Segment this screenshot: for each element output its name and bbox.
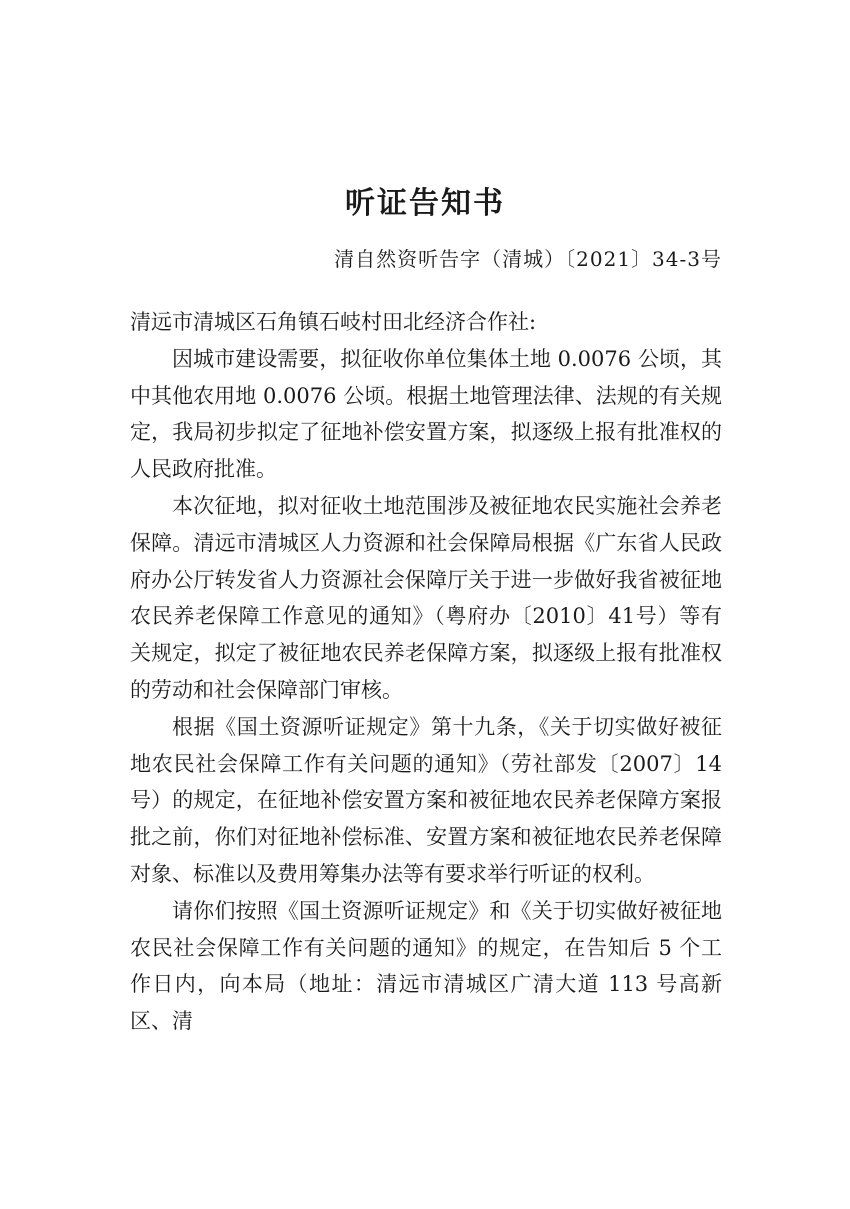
paragraph-3: 根据《国土资源听证规定》第十九条，《关于切实做好被征地农民社会保障工作有关问题的通知》（劳社部发〔2007〕14号）的规定，在征地补偿安置方案和被征地农民养老保障方案报批之前，你们对征地补偿标准、安置方案和被征地农民养老保障对象、标准以及费用筹集办法等有要求举行听证的权利。: [130, 714, 722, 886]
document-body: [130, 304, 722, 1040]
paragraph-2: 本次征地，拟对征收土地范围涉及被征地农民实施社会养老保障。清远市清城区人力资源和社会保障局根据《广东省人民政府办公厅转发省人力资源社会保障厅关于进一步做好我省被征地农民养老保障工作意见的通知》（粤府办〔2010〕41号）等有关规定，拟定了被征地农民养老保障方案，拟逐级上报有批准权的劳动和社会保障部门审核。: [130, 493, 722, 702]
addressee: 清远市清城区石角镇石岐村田北经济合作社:: [130, 310, 537, 334]
paragraph-1: 因城市建设需要，拟征收你单位集体土地 0.0076 公顷，其中其他农用地 0.0076 公顷。根据土地管理法律、法规的有关规定，我局初步拟定了征地补偿安置方案，拟逐级上报有批准权的人民政府批准。: [130, 346, 722, 482]
document-number: 清自然资听告字（清城）〔2021〕34-3号: [334, 247, 722, 271]
paragraph-4: 请你们按照《国土资源听证规定》和《关于切实做好被征地农民社会保障工作有关问题的通知》的规定，在告知后 5 个工作日内，向本局（地址：清远市清城区广清大道 113 号高新区、清: [130, 898, 722, 1034]
document-title: 听证告知书: [345, 186, 505, 221]
